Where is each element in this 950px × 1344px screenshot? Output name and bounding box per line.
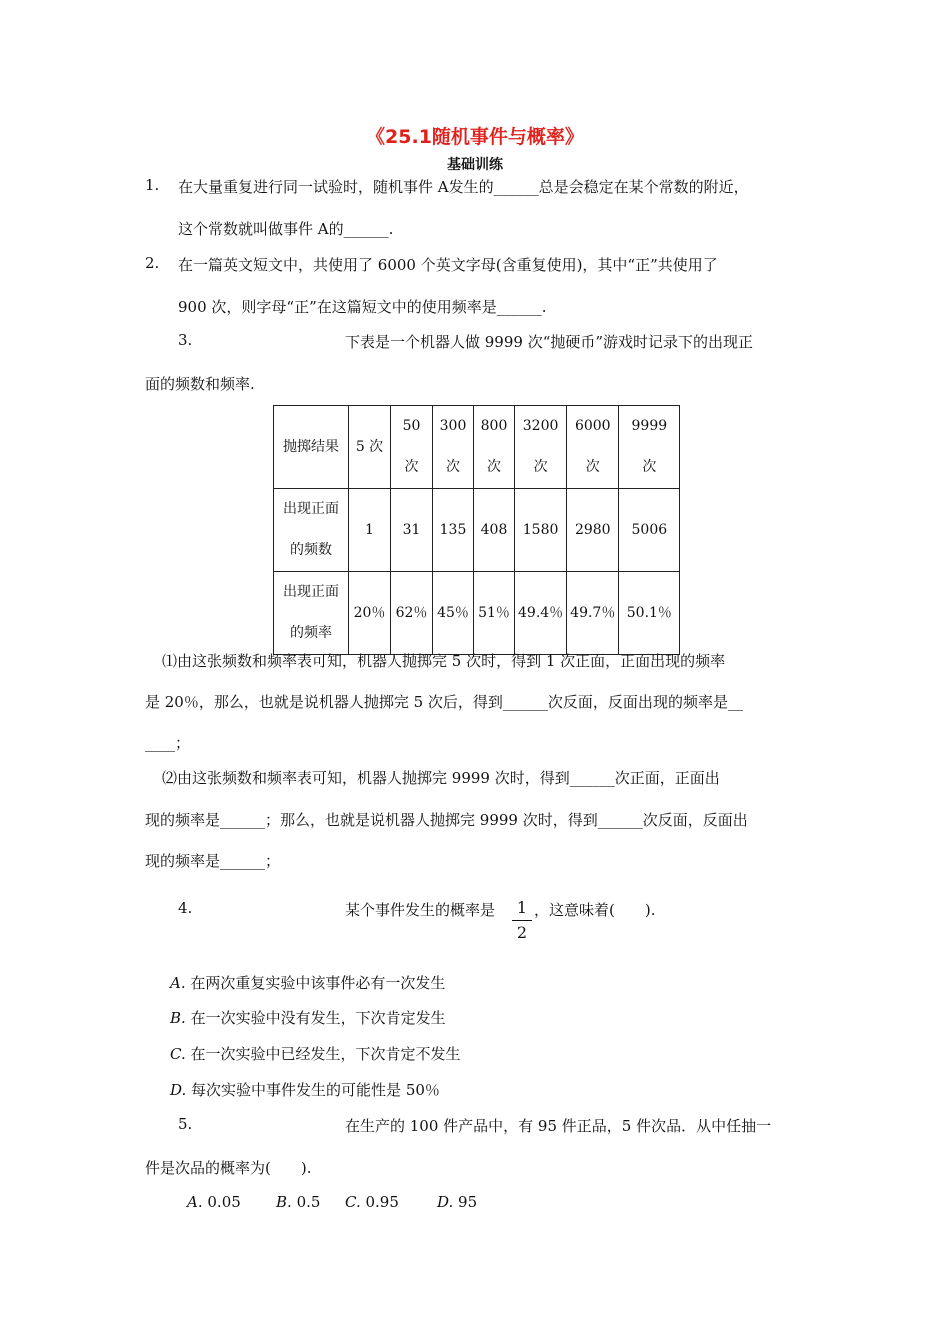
q4-option-a: [170, 972, 445, 993]
option-letter: B.: [170, 1009, 186, 1027]
table-cell: 49.4％: [515, 572, 567, 655]
table-cell: 51％: [474, 572, 515, 655]
table-cell: 135: [433, 489, 474, 572]
q4-number: 4.: [178, 899, 193, 917]
q5-line2: 件是次品的概率为( ).: [145, 1159, 312, 1177]
option-text: 0.5: [296, 1193, 321, 1211]
q5-option-d: [437, 1193, 477, 1211]
table-cell-header: 9999 次: [619, 406, 680, 489]
option-text: 0.05: [207, 1193, 241, 1211]
q1-line2: 这个常数就叫做事件 A的______.: [178, 220, 394, 238]
fraction-numerator: 1: [516, 898, 528, 917]
table-cell-header: 3200 次: [515, 406, 567, 489]
q3-intro-line2: 面的频数和频率.: [145, 375, 255, 393]
table-cell: 20％: [349, 572, 391, 655]
option-letter: B.: [276, 1193, 292, 1211]
table-cell-header-label: 抛掷结果: [274, 406, 349, 489]
table-cell: 2980: [567, 489, 619, 572]
table-cell: 31: [391, 489, 433, 572]
table-cell: 62％: [391, 572, 433, 655]
q3-part1-line2: 是 20％，那么，也就是说机器人抛掷完 5 次后，得到______次反面，反面出现的频率是__: [145, 693, 743, 711]
table-cell: 5006: [619, 489, 680, 572]
option-text: 0.95: [365, 1193, 399, 1211]
option-letter: C.: [170, 1045, 186, 1063]
option-letter: C.: [345, 1193, 361, 1211]
option-letter: A.: [170, 974, 186, 992]
q2-line1: 在一篇英文短文中，共使用了 6000 个英文字母(含重复使用)，其中“正”共使用了: [178, 256, 718, 274]
q3-part2-line1: ⑵由这张频数和频率表可知，机器人抛掷完 9999 次时，得到______次正面，正面出: [162, 769, 720, 787]
table-cell: 50.1％: [619, 572, 680, 655]
q5-line1: 在生产的 100 件产品中，有 95 件正品，5 件次品．从中任抽一: [345, 1117, 772, 1135]
q5-option-c: [345, 1193, 399, 1211]
q3-number: 3.: [178, 331, 193, 349]
table-cell-header: 300 次: [433, 406, 474, 489]
table-cell-header: 5 次: [349, 406, 391, 489]
table-row-counts: [274, 489, 680, 572]
option-letter: D.: [437, 1193, 454, 1211]
table-cell: 1580: [515, 489, 567, 572]
table-cell: 408: [474, 489, 515, 572]
q3-part1-line3: ____；: [145, 734, 191, 752]
table-cell-header: 50 次: [391, 406, 433, 489]
q1-line1: 在大量重复进行同一试验时，随机事件 A发生的______总是会稳定在某个常数的附近，: [178, 178, 749, 196]
option-letter: A.: [187, 1193, 203, 1211]
section-subtitle: 基础训练: [447, 157, 503, 173]
option-text: 在两次重复实验中该事件必有一次发生: [190, 974, 446, 992]
fraction-denominator: 2: [516, 923, 528, 942]
fraction-bar: [512, 920, 532, 921]
table-cell-row-label: 出现正面的频率: [274, 572, 349, 655]
q3-intro-line1: 下表是一个机器人做 9999 次“抛硬币”游戏时记录下的出现正: [345, 333, 754, 351]
q4-option-b: [170, 1007, 446, 1028]
q4-option-c: [170, 1043, 461, 1064]
table-cell: 49.7％: [567, 572, 619, 655]
q5-option-b: [276, 1193, 320, 1211]
q3-part2-line2: 现的频率是______；那么，也就是说机器人抛掷完 9999 次时，得到______次反面，反面出: [145, 811, 748, 829]
option-text: 在一次实验中没有发生，下次肯定发生: [190, 1009, 446, 1027]
table-row-rates: [274, 572, 680, 655]
q1-number: 1.: [145, 176, 160, 194]
table-cell-header: 800 次: [474, 406, 515, 489]
table-cell: 45％: [433, 572, 474, 655]
table-header-row: [274, 406, 680, 489]
option-letter: D.: [170, 1081, 187, 1099]
q3-part1-line1: ⑴由这张频数和频率表可知，机器人抛掷完 5 次时，得到 1 次正面，正面出现的频率: [162, 652, 726, 670]
option-text: 95: [458, 1193, 478, 1211]
q5-number: 5.: [178, 1115, 193, 1133]
q4-stem-before: 某个事件发生的概率是: [345, 901, 496, 919]
table-cell-row-label: 出现正面的频数: [274, 489, 349, 572]
table-cell: 1: [349, 489, 391, 572]
q5-option-a: [187, 1193, 241, 1211]
option-text: 在一次实验中已经发生，下次肯定不发生: [190, 1045, 461, 1063]
q4-stem-after: ，这意味着( ).: [534, 901, 656, 919]
q3-part2-line3: 现的频率是______；: [145, 852, 281, 870]
table-cell-header: 6000 次: [567, 406, 619, 489]
page-title: 《25.1随机事件与概率》: [366, 126, 584, 148]
q4-option-d: [170, 1079, 440, 1100]
q2-line2: 900 次，则字母“正”在这篇短文中的使用频率是______.: [178, 298, 547, 316]
frequency-table: [273, 405, 680, 655]
option-text: 每次实验中事件发生的可能性是 50％: [191, 1081, 440, 1099]
q2-number: 2.: [145, 254, 160, 272]
fraction-one-half: [512, 897, 532, 944]
